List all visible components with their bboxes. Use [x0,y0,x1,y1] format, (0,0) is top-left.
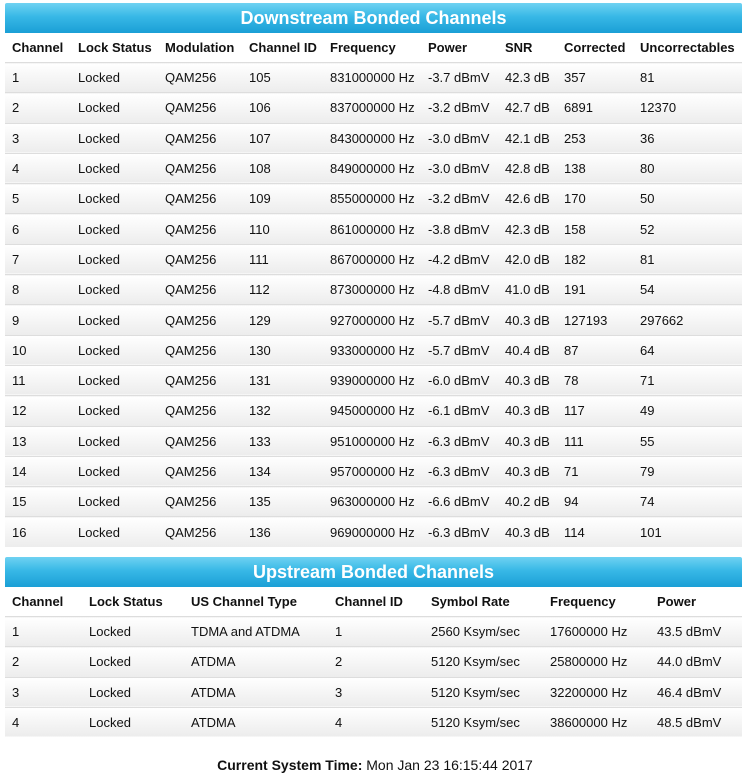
downstream-table-cell: 127193 [557,305,633,335]
downstream-header-row [5,33,742,63]
downstream-table-cell: 42.3 dB [498,63,557,93]
downstream-table-row [5,275,742,305]
downstream-table-cell: 40.3 dB [498,456,557,486]
upstream-table-cell: 5120 Ksym/sec [424,677,543,707]
downstream-table-cell: 40.3 dB [498,365,557,395]
downstream-table-cell: 111 [557,426,633,456]
downstream-table-cell: Locked [71,517,158,547]
downstream-table-cell: 357 [557,63,633,93]
downstream-table-row [5,365,742,395]
downstream-table-cell: 130 [242,335,323,365]
downstream-table-cell: -3.8 dBmV [421,214,498,244]
downstream-table-row [5,305,742,335]
downstream-table-cell: Locked [71,93,158,123]
downstream-column-header: SNR [498,33,557,63]
downstream-table-cell: 78 [557,365,633,395]
downstream-table-cell: 138 [557,153,633,183]
upstream-table-cell: 5120 Ksym/sec [424,707,543,737]
downstream-table-cell: 117 [557,396,633,426]
downstream-table-cell: 861000000 Hz [323,214,421,244]
upstream-table-cell: 5120 Ksym/sec [424,647,543,677]
system-time-value: Mon Jan 23 16:15:44 2017 [366,757,533,773]
downstream-table-cell: 54 [633,275,742,305]
downstream-table-cell: QAM256 [158,63,242,93]
upstream-column-header: Lock Status [82,587,184,617]
upstream-table-cell: 4 [5,707,82,737]
upstream-header-row [5,587,742,617]
downstream-table-cell: 79 [633,456,742,486]
downstream-table-cell: 40.3 dB [498,305,557,335]
downstream-table-cell: 7 [5,244,71,274]
current-system-time [0,757,750,773]
downstream-table-cell: Locked [71,426,158,456]
downstream-table-cell: QAM256 [158,153,242,183]
downstream-table-cell: 110 [242,214,323,244]
downstream-table-row [5,214,742,244]
downstream-title: Downstream Bonded Channels [5,3,742,33]
downstream-table-cell: 107 [242,123,323,153]
downstream-table-cell: 831000000 Hz [323,63,421,93]
upstream-table-cell: Locked [82,677,184,707]
upstream-table-cell: 1 [5,617,82,647]
downstream-column-header: Corrected [557,33,633,63]
downstream-table-cell: QAM256 [158,184,242,214]
downstream-table-cell: 42.0 dB [498,244,557,274]
downstream-table-cell: -6.3 dBmV [421,456,498,486]
downstream-table-row [5,426,742,456]
downstream-table-row [5,456,742,486]
downstream-table-cell: Locked [71,63,158,93]
downstream-table-cell: 133 [242,426,323,456]
upstream-column-header: Power [650,587,742,617]
downstream-table-cell: 837000000 Hz [323,93,421,123]
downstream-table-cell: -3.0 dBmV [421,123,498,153]
downstream-table-cell: 106 [242,93,323,123]
downstream-table-cell: 112 [242,275,323,305]
downstream-table-cell: 158 [557,214,633,244]
upstream-table-cell: 38600000 Hz [543,707,650,737]
downstream-table-cell: 843000000 Hz [323,123,421,153]
downstream-table-cell: QAM256 [158,426,242,456]
downstream-table-cell: 40.3 dB [498,426,557,456]
downstream-panel [5,3,742,547]
downstream-table-cell: 957000000 Hz [323,456,421,486]
downstream-table-cell: 170 [557,184,633,214]
upstream-table-cell: ATDMA [184,677,328,707]
upstream-table-row [5,707,742,737]
downstream-table-cell: 64 [633,335,742,365]
upstream-table-cell: 48.5 dBmV [650,707,742,737]
upstream-table-body [5,617,742,738]
upstream-column-header: Channel [5,587,82,617]
downstream-table-cell: QAM256 [158,123,242,153]
downstream-table-cell: QAM256 [158,456,242,486]
downstream-table-cell: 969000000 Hz [323,517,421,547]
upstream-table-cell: 2560 Ksym/sec [424,617,543,647]
downstream-table-cell: -4.2 dBmV [421,244,498,274]
downstream-table-cell: QAM256 [158,396,242,426]
downstream-table-cell: QAM256 [158,275,242,305]
upstream-table-cell: 44.0 dBmV [650,647,742,677]
downstream-table-cell: Locked [71,456,158,486]
downstream-table-cell: 873000000 Hz [323,275,421,305]
downstream-column-header: Lock Status [71,33,158,63]
downstream-table-cell: Locked [71,184,158,214]
downstream-table-cell: -3.0 dBmV [421,153,498,183]
downstream-table-row [5,123,742,153]
upstream-column-header: Symbol Rate [424,587,543,617]
downstream-table-cell: QAM256 [158,93,242,123]
downstream-table-cell: 129 [242,305,323,335]
downstream-table-cell: 49 [633,396,742,426]
downstream-table-cell: 849000000 Hz [323,153,421,183]
downstream-table-cell: Locked [71,396,158,426]
system-time-label: Current System Time: [217,757,363,773]
downstream-table-cell: 939000000 Hz [323,365,421,395]
downstream-column-header: Frequency [323,33,421,63]
downstream-table-cell: Locked [71,275,158,305]
downstream-table-cell: 10 [5,335,71,365]
downstream-table-cell: 40.3 dB [498,517,557,547]
upstream-table-cell: ATDMA [184,707,328,737]
downstream-table-cell: 6891 [557,93,633,123]
downstream-table-cell: 81 [633,63,742,93]
downstream-table-row [5,487,742,517]
downstream-table-cell: 8 [5,275,71,305]
downstream-table-cell: 191 [557,275,633,305]
upstream-table-cell: 2 [328,647,424,677]
downstream-table-cell: 4 [5,153,71,183]
downstream-table-cell: Locked [71,335,158,365]
upstream-table-cell: TDMA and ATDMA [184,617,328,647]
downstream-table-cell: 132 [242,396,323,426]
downstream-table-cell: 40.3 dB [498,396,557,426]
downstream-table-cell: Locked [71,305,158,335]
downstream-table-cell: 42.8 dB [498,153,557,183]
downstream-table-cell: -6.0 dBmV [421,365,498,395]
downstream-table-cell: 71 [633,365,742,395]
upstream-title: Upstream Bonded Channels [5,557,742,587]
downstream-table-cell: Locked [71,153,158,183]
downstream-table-cell: 81 [633,244,742,274]
downstream-table-cell: 135 [242,487,323,517]
downstream-table-cell: QAM256 [158,214,242,244]
downstream-table-cell: QAM256 [158,487,242,517]
downstream-table-cell: 55 [633,426,742,456]
upstream-table-row [5,647,742,677]
upstream-panel [5,557,742,737]
downstream-table-cell: 36 [633,123,742,153]
downstream-table-cell: -6.3 dBmV [421,426,498,456]
downstream-table-cell: -6.1 dBmV [421,396,498,426]
downstream-table-cell: 963000000 Hz [323,487,421,517]
upstream-table-cell: 2 [5,647,82,677]
downstream-table-cell: 40.4 dB [498,335,557,365]
downstream-table [5,33,742,547]
downstream-table-cell: QAM256 [158,335,242,365]
upstream-column-header: Channel ID [328,587,424,617]
downstream-table-cell: 297662 [633,305,742,335]
downstream-table-cell: 40.2 dB [498,487,557,517]
downstream-table-row [5,517,742,547]
downstream-table-cell: 42.6 dB [498,184,557,214]
upstream-table-row [5,677,742,707]
downstream-table-cell: -3.7 dBmV [421,63,498,93]
downstream-table-row [5,93,742,123]
upstream-table-cell: Locked [82,707,184,737]
downstream-column-header: Channel ID [242,33,323,63]
downstream-table-cell: Locked [71,214,158,244]
downstream-table-cell: 12 [5,396,71,426]
downstream-table-cell: 41.0 dB [498,275,557,305]
downstream-table-row [5,63,742,93]
downstream-table-cell: 80 [633,153,742,183]
upstream-table-row [5,617,742,647]
upstream-column-header: US Channel Type [184,587,328,617]
downstream-table-cell: -5.7 dBmV [421,335,498,365]
downstream-table-cell: -4.8 dBmV [421,275,498,305]
downstream-table-cell: QAM256 [158,517,242,547]
downstream-table-cell: QAM256 [158,365,242,395]
downstream-table-cell: 52 [633,214,742,244]
upstream-table-cell: 3 [5,677,82,707]
upstream-column-header: Frequency [543,587,650,617]
upstream-table-cell: ATDMA [184,647,328,677]
downstream-table-cell: 87 [557,335,633,365]
downstream-table-cell: 105 [242,63,323,93]
downstream-table-row [5,335,742,365]
upstream-table-cell: 43.5 dBmV [650,617,742,647]
downstream-table-cell: Locked [71,123,158,153]
downstream-table-cell: 16 [5,517,71,547]
downstream-table-cell: -6.3 dBmV [421,517,498,547]
upstream-table-cell: Locked [82,647,184,677]
downstream-table-cell: 50 [633,184,742,214]
downstream-table-cell: -5.7 dBmV [421,305,498,335]
upstream-table-cell: 32200000 Hz [543,677,650,707]
downstream-table-cell: 134 [242,456,323,486]
downstream-table-cell: 101 [633,517,742,547]
downstream-table-cell: 945000000 Hz [323,396,421,426]
downstream-table-cell: 108 [242,153,323,183]
downstream-table-cell: 253 [557,123,633,153]
downstream-table-cell: 6 [5,214,71,244]
downstream-table-row [5,184,742,214]
downstream-table-cell: 182 [557,244,633,274]
downstream-table-cell: 927000000 Hz [323,305,421,335]
upstream-table-cell: 3 [328,677,424,707]
downstream-column-header: Channel [5,33,71,63]
downstream-table-cell: 109 [242,184,323,214]
downstream-table-cell: 111 [242,244,323,274]
downstream-table-cell: 42.7 dB [498,93,557,123]
downstream-table-cell: QAM256 [158,244,242,274]
downstream-table-cell: 13 [5,426,71,456]
downstream-table-cell: 15 [5,487,71,517]
downstream-table-cell: -3.2 dBmV [421,93,498,123]
downstream-table-cell: 1 [5,63,71,93]
downstream-table-cell: Locked [71,244,158,274]
downstream-table-cell: 136 [242,517,323,547]
downstream-table-body [5,63,742,547]
downstream-table-cell: 131 [242,365,323,395]
downstream-table-cell: 14 [5,456,71,486]
downstream-column-header: Uncorrectables [633,33,742,63]
downstream-table-cell: 74 [633,487,742,517]
upstream-table-cell: Locked [82,617,184,647]
downstream-table-cell: 9 [5,305,71,335]
downstream-table-cell: 11 [5,365,71,395]
upstream-table-cell: 17600000 Hz [543,617,650,647]
downstream-table-row [5,396,742,426]
downstream-column-header: Modulation [158,33,242,63]
upstream-table-cell: 46.4 dBmV [650,677,742,707]
downstream-table-cell: 855000000 Hz [323,184,421,214]
downstream-table-cell: 71 [557,456,633,486]
downstream-table-cell: Locked [71,487,158,517]
downstream-table-cell: 951000000 Hz [323,426,421,456]
upstream-table-cell: 1 [328,617,424,647]
downstream-table-row [5,244,742,274]
downstream-table-cell: 2 [5,93,71,123]
downstream-table-row [5,153,742,183]
downstream-table-cell: 12370 [633,93,742,123]
upstream-table-cell: 4 [328,707,424,737]
downstream-table-cell: 5 [5,184,71,214]
downstream-table-cell: 933000000 Hz [323,335,421,365]
downstream-table-cell: -3.2 dBmV [421,184,498,214]
downstream-table-cell: QAM256 [158,305,242,335]
downstream-table-cell: 42.1 dB [498,123,557,153]
upstream-table [5,587,742,737]
upstream-table-cell: 25800000 Hz [543,647,650,677]
downstream-table-cell: 42.3 dB [498,214,557,244]
downstream-table-cell: -6.6 dBmV [421,487,498,517]
downstream-table-cell: 3 [5,123,71,153]
downstream-table-cell: 94 [557,487,633,517]
downstream-table-cell: 867000000 Hz [323,244,421,274]
downstream-table-cell: Locked [71,365,158,395]
downstream-table-cell: 114 [557,517,633,547]
downstream-column-header: Power [421,33,498,63]
